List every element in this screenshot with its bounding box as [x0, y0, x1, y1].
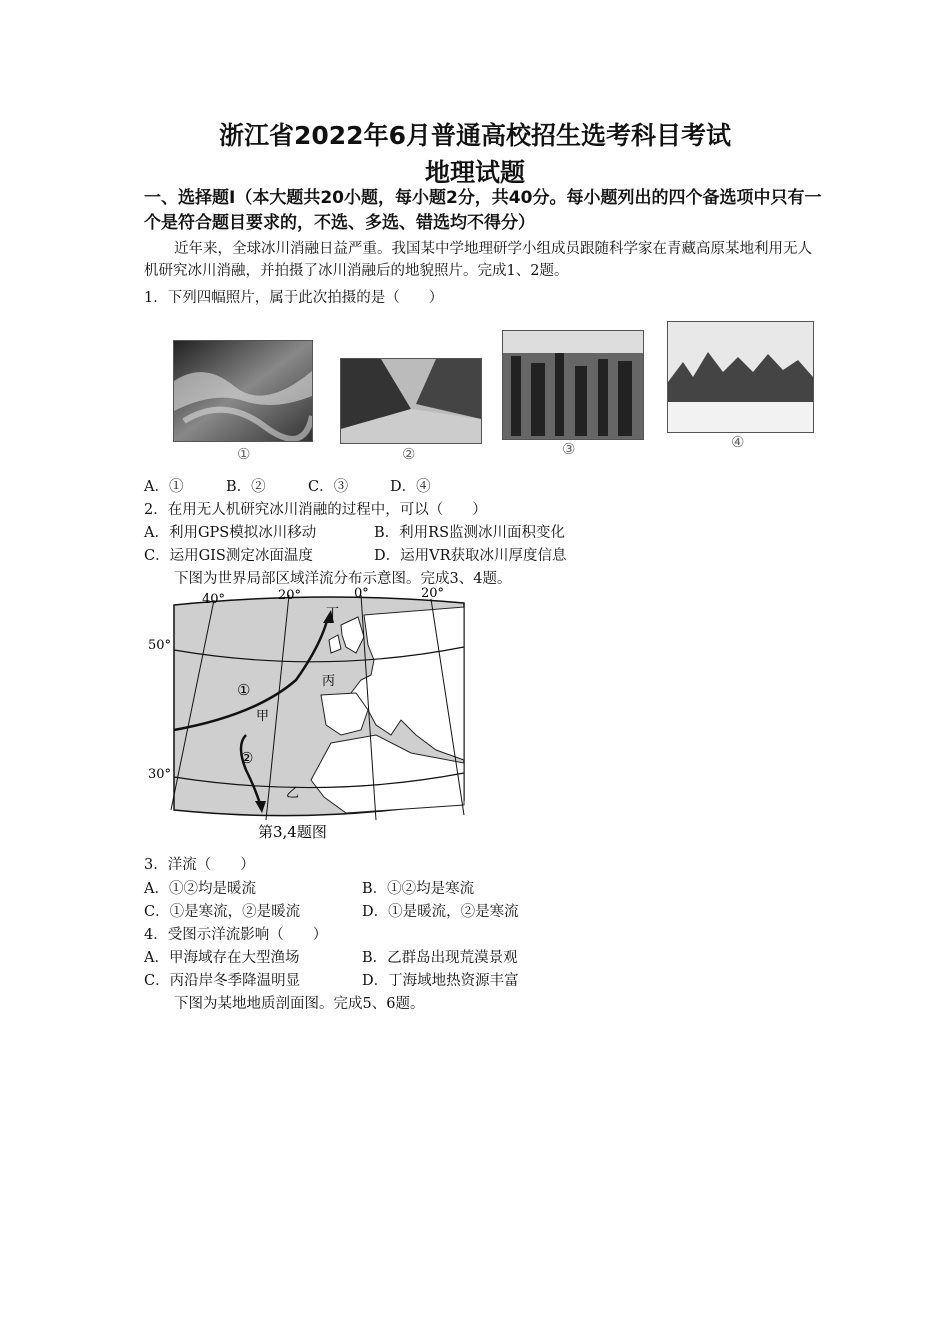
photo-label-1: ① [237, 445, 251, 463]
q3-option-a[interactable]: A．①②均是暖流 [144, 881, 256, 897]
q3-option-b[interactable]: B．①②均是寒流 [362, 881, 475, 897]
lon-label-0: 0° [354, 586, 369, 601]
lon-label-20e: 20° [421, 586, 445, 601]
q2-option-b[interactable]: B．利用RS监测冰川面积变化 [374, 525, 566, 541]
question-1-stem: 1．下列四幅照片，属于此次拍摄的是（ ） [144, 290, 444, 306]
photo-label-2: ② [402, 445, 416, 463]
q4-option-b[interactable]: B．乙群岛出现荒漠景观 [362, 950, 518, 966]
place-label-yi: 乙 [286, 786, 300, 801]
question-4-options-row1 [144, 946, 518, 967]
photo-label-4: ④ [731, 433, 745, 451]
lon-label-20w: 20° [278, 588, 302, 603]
question-3-options-row1 [144, 877, 474, 898]
exam-subtitle: 地理试题 [424, 158, 525, 187]
q3-option-c[interactable]: C．①是寒流，②是暖流 [144, 904, 301, 920]
photo-4-ice-forms [667, 321, 814, 433]
current-label-2: ② [240, 749, 254, 767]
q1-option-c[interactable]: C．③ [308, 479, 349, 495]
ocean-current-map [146, 585, 471, 840]
photo-1-dunes [173, 340, 313, 442]
passage-currents: 下图为世界局部区域洋流分布示意图。完成3、4题。 [174, 571, 512, 587]
question-2-options-row2 [144, 544, 567, 565]
lon-label-40: 40° [202, 592, 226, 607]
map-caption: 第3,4题图 [258, 823, 327, 840]
passage-geology: 下图为某地地质剖面图。完成5、6题。 [174, 996, 425, 1012]
question-3-stem: 3．洋流（ ） [144, 857, 255, 873]
q3-option-d[interactable]: D．①是暖流，②是寒流 [362, 904, 519, 920]
current-label-1: ① [237, 681, 251, 699]
q1-option-d[interactable]: D．④ [390, 479, 431, 495]
section-heading: 一、选择题Ⅰ（本大题共20小题，每小题2分，共40分。每小题列出的四个备选项中只有一个是符合题目要求的，不选、多选、错选均不得分） [144, 188, 822, 233]
question-1-options [144, 475, 431, 496]
q4-option-d[interactable]: D．丁海域地热资源丰富 [362, 973, 519, 989]
question-4-options-row2 [144, 969, 519, 990]
lat-label-30: 30° [148, 767, 172, 782]
q2-option-d[interactable]: D．运用VR获取冰川厚度信息 [374, 548, 567, 564]
place-label-ding: 丁 [326, 606, 340, 621]
q4-option-c[interactable]: C．丙沿岸冬季降温明显 [144, 973, 301, 989]
photo-2-valley [340, 358, 482, 444]
photo-label-3: ③ [562, 440, 576, 458]
place-label-bing: 丙 [322, 674, 336, 689]
photo-3-pillars [502, 330, 644, 440]
q1-option-b[interactable]: B．② [226, 479, 266, 495]
exam-title: 浙江省2022年6月普通高校招生选考科目考试 [219, 121, 731, 150]
place-label-jia: 甲 [256, 709, 270, 724]
q2-option-c[interactable]: C．运用GIS测定冰面温度 [144, 548, 313, 564]
question-3-options-row2 [144, 900, 519, 921]
question-2-stem: 2．在用无人机研究冰川消融的过程中，可以（ ） [144, 502, 487, 518]
q4-option-a[interactable]: A．甲海域存在大型渔场 [144, 950, 300, 966]
question-4-stem: 4．受图示洋流影响（ ） [144, 927, 328, 943]
photo-strip [155, 318, 830, 468]
q2-option-a[interactable]: A．利用GPS模拟冰川移动 [144, 525, 317, 541]
question-2-options-row1 [144, 521, 565, 542]
q1-option-a[interactable]: A．① [144, 479, 184, 495]
passage-glacier: 近年来，全球冰川消融日益严重。我国某中学地理研学小组成员跟随科学家在青藏高原某地利用无人机研究冰川消融，并拍摄了冰川消融后的地貌照片。完成1、2题。 [144, 241, 812, 279]
lat-label-50: 50° [148, 638, 172, 653]
